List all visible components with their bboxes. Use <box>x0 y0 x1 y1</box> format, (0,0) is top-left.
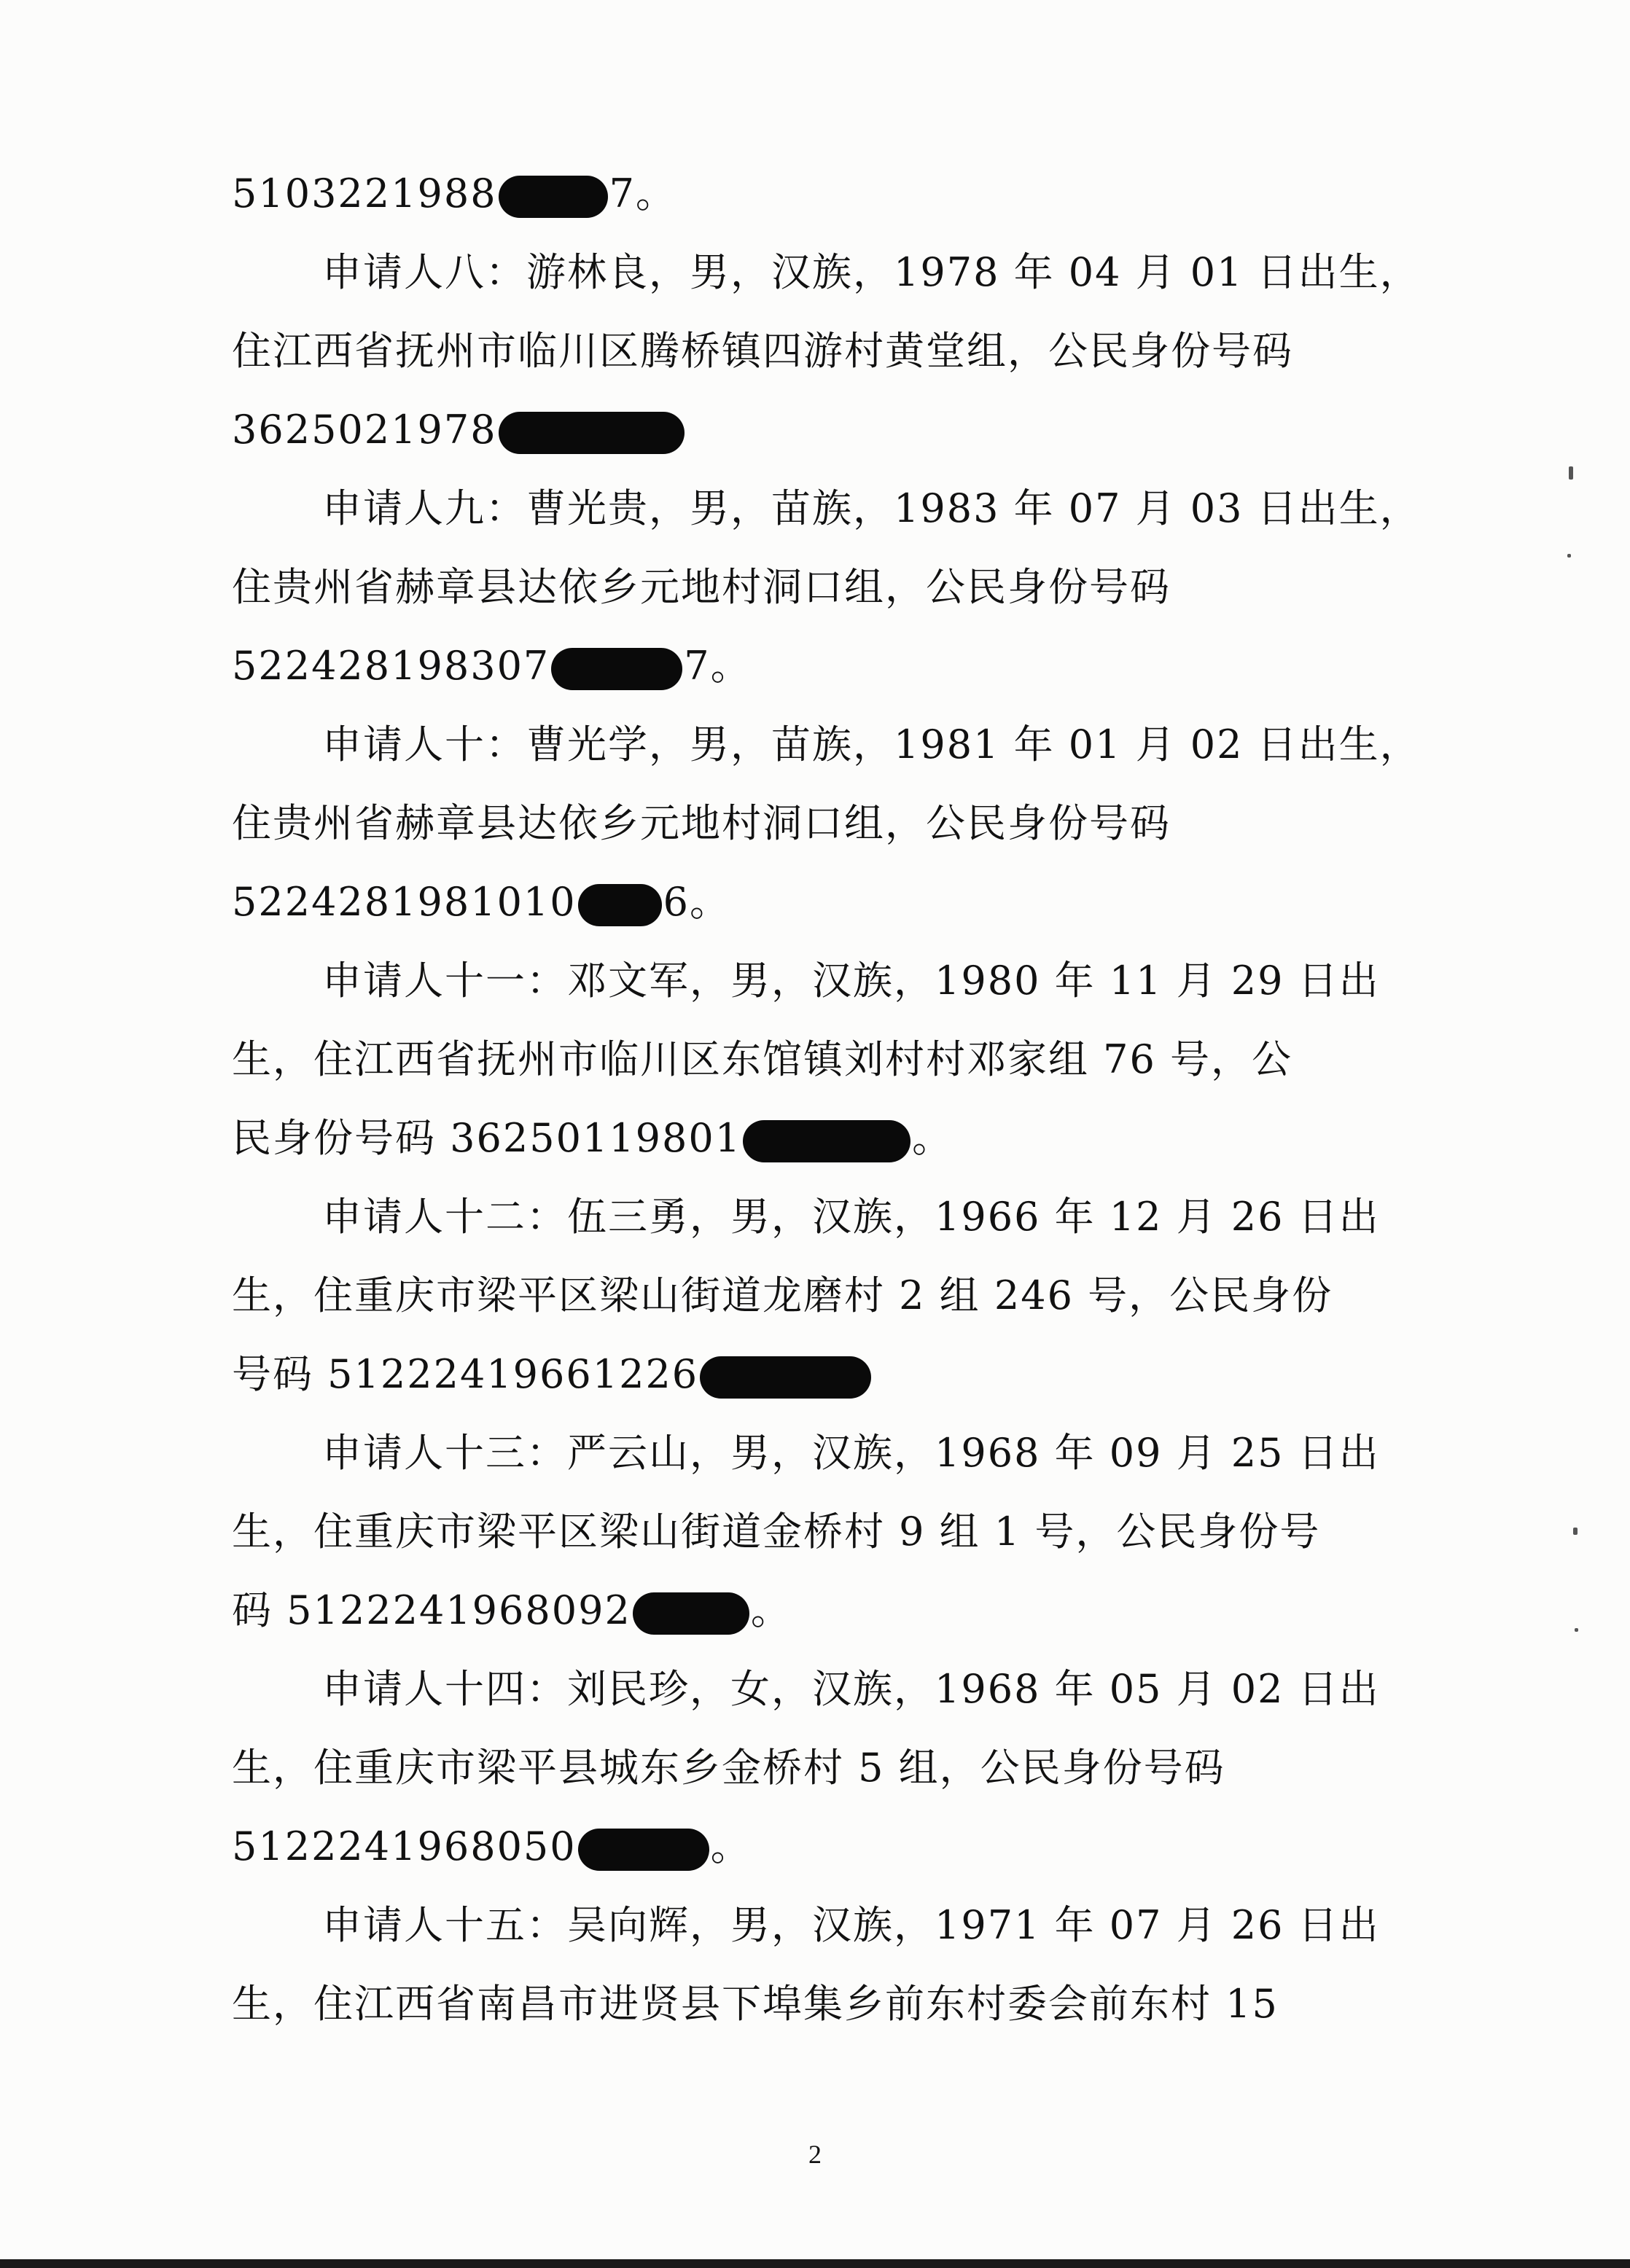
redaction-mark <box>499 412 685 454</box>
line-suffix: 。 <box>912 1115 954 1161</box>
id-number-partial: 5224281981010 <box>232 879 577 925</box>
text-line <box>232 1571 1427 1650</box>
text-line <box>232 1886 1427 1965</box>
text-line <box>232 1729 1427 1807</box>
applicant-9-address: 住贵州省赫章县达依乡元地村洞口组，公民身份号码 <box>232 564 1171 610</box>
redaction-mark <box>633 1592 749 1635</box>
applicant-8-header: 申请人八：游林良，男，汉族，1978 年 04 月 01 日出生， <box>322 249 1421 295</box>
applicant-15-header: 申请人十五：吴向辉，男，汉族，1971 年 07 月 26 日出 <box>322 1902 1380 1948</box>
page-number: 2 <box>808 2140 822 2169</box>
redaction-mark <box>551 648 682 690</box>
id-number-partial: 3625021978 <box>232 407 497 453</box>
text-line <box>232 1178 1427 1256</box>
applicant-10-address: 住贵州省赫章县达依乡元地村洞口组，公民身份号码 <box>232 800 1171 846</box>
text-line <box>232 1414 1427 1493</box>
text-line <box>232 863 1427 942</box>
text-line <box>232 155 1427 233</box>
text-line <box>232 469 1427 548</box>
scan-speck <box>1575 1628 1578 1632</box>
text-line <box>232 233 1427 312</box>
text-line <box>232 942 1427 1020</box>
redaction-mark <box>700 1356 871 1399</box>
text-line <box>232 1256 1427 1335</box>
line-suffix: 7。 <box>684 643 752 689</box>
id-number-partial: 5103221988 <box>232 171 497 216</box>
text-line <box>232 627 1427 705</box>
text-line <box>232 1650 1427 1729</box>
text-line <box>232 548 1427 627</box>
redaction-mark <box>743 1120 910 1162</box>
scan-speck <box>1573 1528 1578 1535</box>
scan-speck <box>1569 466 1573 480</box>
text-line <box>232 784 1427 863</box>
text-line <box>232 1807 1427 1886</box>
applicant-11-header: 申请人十一：邓文军，男，汉族，1980 年 11 月 29 日出 <box>322 958 1380 1004</box>
applicant-11-address: 生，住江西省抚州市临川区东馆镇刘村村邓家组 76 号，公 <box>232 1036 1293 1082</box>
scan-speck <box>1567 554 1571 558</box>
scan-edge <box>0 2259 1630 2268</box>
applicant-12-address: 生，住重庆市梁平区梁山街道龙磨村 2 组 246 号，公民身份 <box>232 1272 1333 1318</box>
redaction-mark <box>499 176 608 218</box>
text-line <box>232 705 1427 784</box>
id-number-partial: 号码 51222419661226 <box>232 1351 699 1397</box>
id-number-partial: 522428198307 <box>232 643 550 689</box>
line-suffix: 。 <box>710 1823 752 1869</box>
redaction-mark <box>578 1829 709 1871</box>
text-line <box>232 391 1427 469</box>
applicant-10-header: 申请人十：曹光学，男，苗族，1981 年 01 月 02 日出生， <box>322 722 1421 767</box>
text-line <box>232 312 1427 391</box>
text-line <box>232 1965 1427 2044</box>
text-line <box>232 1099 1427 1178</box>
text-line <box>232 1335 1427 1414</box>
applicant-15-address: 生，住江西省南昌市进贤县下埠集乡前东村委会前东村 15 <box>232 1981 1279 2027</box>
applicant-14-address: 生，住重庆市梁平县城东乡金桥村 5 组，公民身份号码 <box>232 1745 1225 1791</box>
document-body <box>232 155 1427 2044</box>
applicant-12-header: 申请人十二：伍三勇，男，汉族，1966 年 12 月 26 日出 <box>322 1194 1380 1240</box>
applicant-14-header: 申请人十四：刘民珍，女，汉族，1968 年 05 月 02 日出 <box>322 1666 1380 1712</box>
applicant-13-header: 申请人十三：严云山，男，汉族，1968 年 09 月 25 日出 <box>322 1430 1380 1476</box>
line-suffix: 6。 <box>663 879 730 925</box>
applicant-13-address: 生，住重庆市梁平区梁山街道金桥村 9 组 1 号，公民身份号 <box>232 1509 1321 1555</box>
line-suffix: 7。 <box>609 171 676 216</box>
text-line <box>232 1493 1427 1571</box>
applicant-8-address: 住江西省抚州市临川区腾桥镇四游村黄堂组，公民身份号码 <box>232 328 1293 374</box>
line-suffix: 。 <box>750 1587 792 1633</box>
text-line <box>232 1020 1427 1099</box>
id-number-partial: 民身份号码 36250119801 <box>232 1115 742 1161</box>
applicant-9-header: 申请人九：曹光贵，男，苗族，1983 年 07 月 03 日出生， <box>322 485 1421 531</box>
id-number-partial: 5122241968050 <box>232 1823 577 1869</box>
id-number-partial: 码 5122241968092 <box>232 1587 631 1633</box>
redaction-mark <box>578 884 662 926</box>
